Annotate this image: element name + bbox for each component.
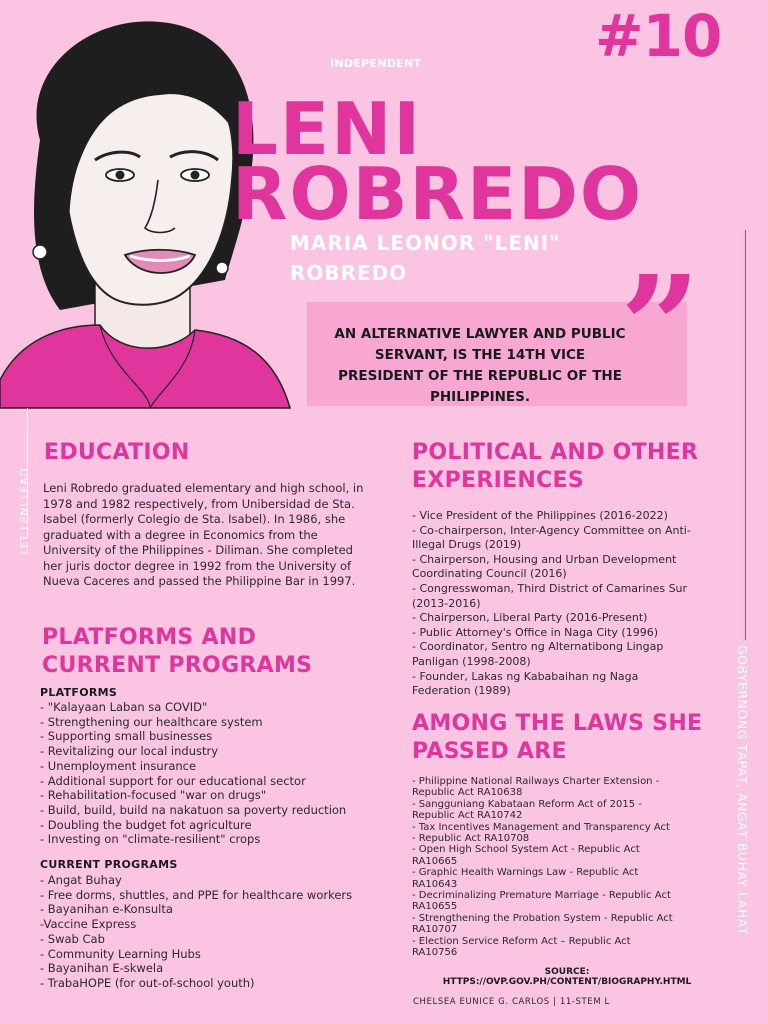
experience-item: - Public Attorney's Office in Naga City (1996) — [412, 625, 658, 639]
last-name: ROBREDO — [232, 152, 644, 236]
law-item: - Sangguniang Kabataan Reform Act of 2015 - — [412, 798, 642, 810]
experience-heading — [412, 439, 698, 495]
experience-item: - Chairperson, Housing and Urban Development — [412, 552, 677, 566]
experience-item: Federation (1989) — [412, 684, 511, 698]
law-item: - Tax Incentives Management and Transparency Act — [412, 821, 670, 833]
law-item: RA10707 — [412, 924, 458, 936]
platforms-list — [40, 700, 346, 847]
laws-list — [412, 776, 673, 959]
full-name-line-2: ROBREDO — [290, 261, 408, 285]
quote-mark-icon: ” — [620, 246, 701, 410]
program-item: - TrabaHOPE (for out-of-school youth) — [40, 975, 255, 990]
platform-item: - "Kalayaan Laban sa COVID" — [40, 700, 208, 714]
platform-item: - Rehabilitation-focused "war on drugs" — [40, 788, 267, 803]
law-item: RA10655 — [412, 901, 458, 913]
program-item: - Free dorms, shuttles, and PPE for healthcare workers — [40, 887, 353, 902]
law-item: RA10643 — [412, 878, 458, 890]
source-label: SOURCE: — [544, 967, 590, 977]
platform-item: - Build, build, build na nakatuon sa poverty reduction — [40, 802, 347, 817]
law-item: - Graphic Health Warnings Law - Republic Act — [412, 867, 639, 879]
party-label: INDEPENDENT — [330, 57, 422, 70]
experience-heading-line-2: EXPERIENCES — [412, 468, 585, 493]
platforms-heading-line-1: PLATFORMS AND — [42, 625, 257, 650]
experience-item: Coordinating Council (2016) — [412, 567, 567, 581]
program-item: - Swab Cab — [40, 931, 105, 946]
law-item: - Strengthening the Probation System - Republic Act — [412, 912, 673, 924]
law-item: - Decriminalizing Premature Marriage - Republic Act — [412, 890, 671, 902]
platform-item: - Unemployment insurance — [40, 758, 197, 773]
platform-item: - Strengthening our healthcare system — [40, 714, 263, 729]
platform-item: - Supporting small businesses — [40, 729, 213, 744]
laws-heading-line-2: PASSED ARE — [412, 739, 567, 764]
quote-text: AN ALTERNATIVE LAWYER AND PUBLIC SERVANT, IS THE 14TH VICE PRESIDENT OF THE REPUBLIC OF THE PHILIPPINES. — [334, 326, 626, 405]
first-name: LENI — [232, 87, 423, 171]
law-item: Republic Act RA10638 — [412, 787, 523, 799]
side-slogan-left: LET LENI LEAD — [18, 468, 31, 555]
platforms-heading — [42, 624, 312, 680]
experience-heading-line-1: POLITICAL AND OTHER — [412, 440, 699, 465]
education-heading: EDUCATION — [44, 440, 190, 465]
experience-item: Illegal Drugs (2019) — [412, 538, 522, 552]
right-divider-line — [745, 230, 746, 640]
current-programs-list — [40, 873, 352, 991]
experience-list — [412, 509, 691, 699]
experience-item: - Chairperson, Liberal Party (2016-Present) — [412, 611, 648, 625]
author-credit: CHELSEA EUNICE G. CARLOS | 11-STEM L — [413, 997, 610, 1007]
law-item: RA10756 — [412, 947, 458, 959]
law-item: - Open High School System Act - Republic Act — [412, 844, 640, 856]
law-item: RA10665 — [412, 855, 458, 867]
experience-item: - Co-chairperson, Inter-Agency Committee on Anti- — [412, 523, 691, 537]
platforms-label: PLATFORMS — [40, 686, 118, 699]
program-item: -Vaccine Express — [40, 917, 137, 932]
side-slogan-right: GOBYERNONG TAPAT, ANGAT BUHAY LAHAT — [735, 645, 750, 935]
platforms-heading-line-2: CURRENT PROGRAMS — [42, 653, 313, 678]
law-item: - Philippine National Railways Charter Extension - — [412, 776, 660, 787]
platform-item: - Doubling the budget fot agriculture — [40, 817, 252, 832]
source-url[interactable]: HTTPS://OVP.GOV.PH/CONTENT/BIOGRAPHY.HTML — [442, 977, 692, 987]
laws-heading-line-1: AMONG THE LAWS SHE — [412, 711, 703, 736]
experience-item: - Congresswoman, Third District of Camarines Sur — [412, 581, 688, 595]
experience-item: (2013-2016) — [412, 596, 481, 610]
experience-item: - Vice President of the Philippines (2016-2022) — [412, 509, 668, 522]
current-programs-label: CURRENT PROGRAMS — [40, 858, 178, 871]
platform-item: - Investing on "climate-resilient" crops — [40, 832, 261, 847]
candidate-number: #10 — [595, 2, 722, 70]
laws-heading — [412, 710, 702, 766]
platform-item: - Revitalizing our local industry — [40, 744, 219, 759]
law-item: - Republic Act RA10708 — [412, 833, 530, 845]
program-item: - Community Learning Hubs — [40, 946, 201, 961]
education-text: Leni Robredo graduated elementary and high school, in 1978 and 1982 respectively, from Unibersidad de Sta. Isabel (formerly Colegio de Sta. Isabel). In 1986, she graduated with a degree in Economics from the University of the Philippines - Diliman. She completed her juris doctor degree in 1992 from the University of Nueva Caceres and passed the Philippine Bar in 1997. — [43, 481, 364, 588]
platform-item: - Additional support for our educational sector — [40, 773, 306, 788]
full-name-line-1: MARIA LEONOR "LENI" — [290, 231, 561, 255]
experience-item: - Founder, Lakas ng Kababaihan ng Naga — [412, 669, 639, 683]
experience-item: - Coordinator, Sentro ng Alternatibong Lingap — [412, 640, 664, 654]
program-item: - Angat Buhay — [40, 873, 122, 887]
law-item: Republic Act RA10742 — [412, 810, 523, 822]
program-item: - Bayanihan e-Konsulta — [40, 902, 173, 917]
law-item: - Election Service Reform Act – Republic Act — [412, 935, 631, 947]
program-item: - Bayanihan E-skwela — [40, 961, 164, 976]
source-block — [412, 967, 722, 987]
experience-item: Panligan (1998-2008) — [412, 654, 531, 668]
